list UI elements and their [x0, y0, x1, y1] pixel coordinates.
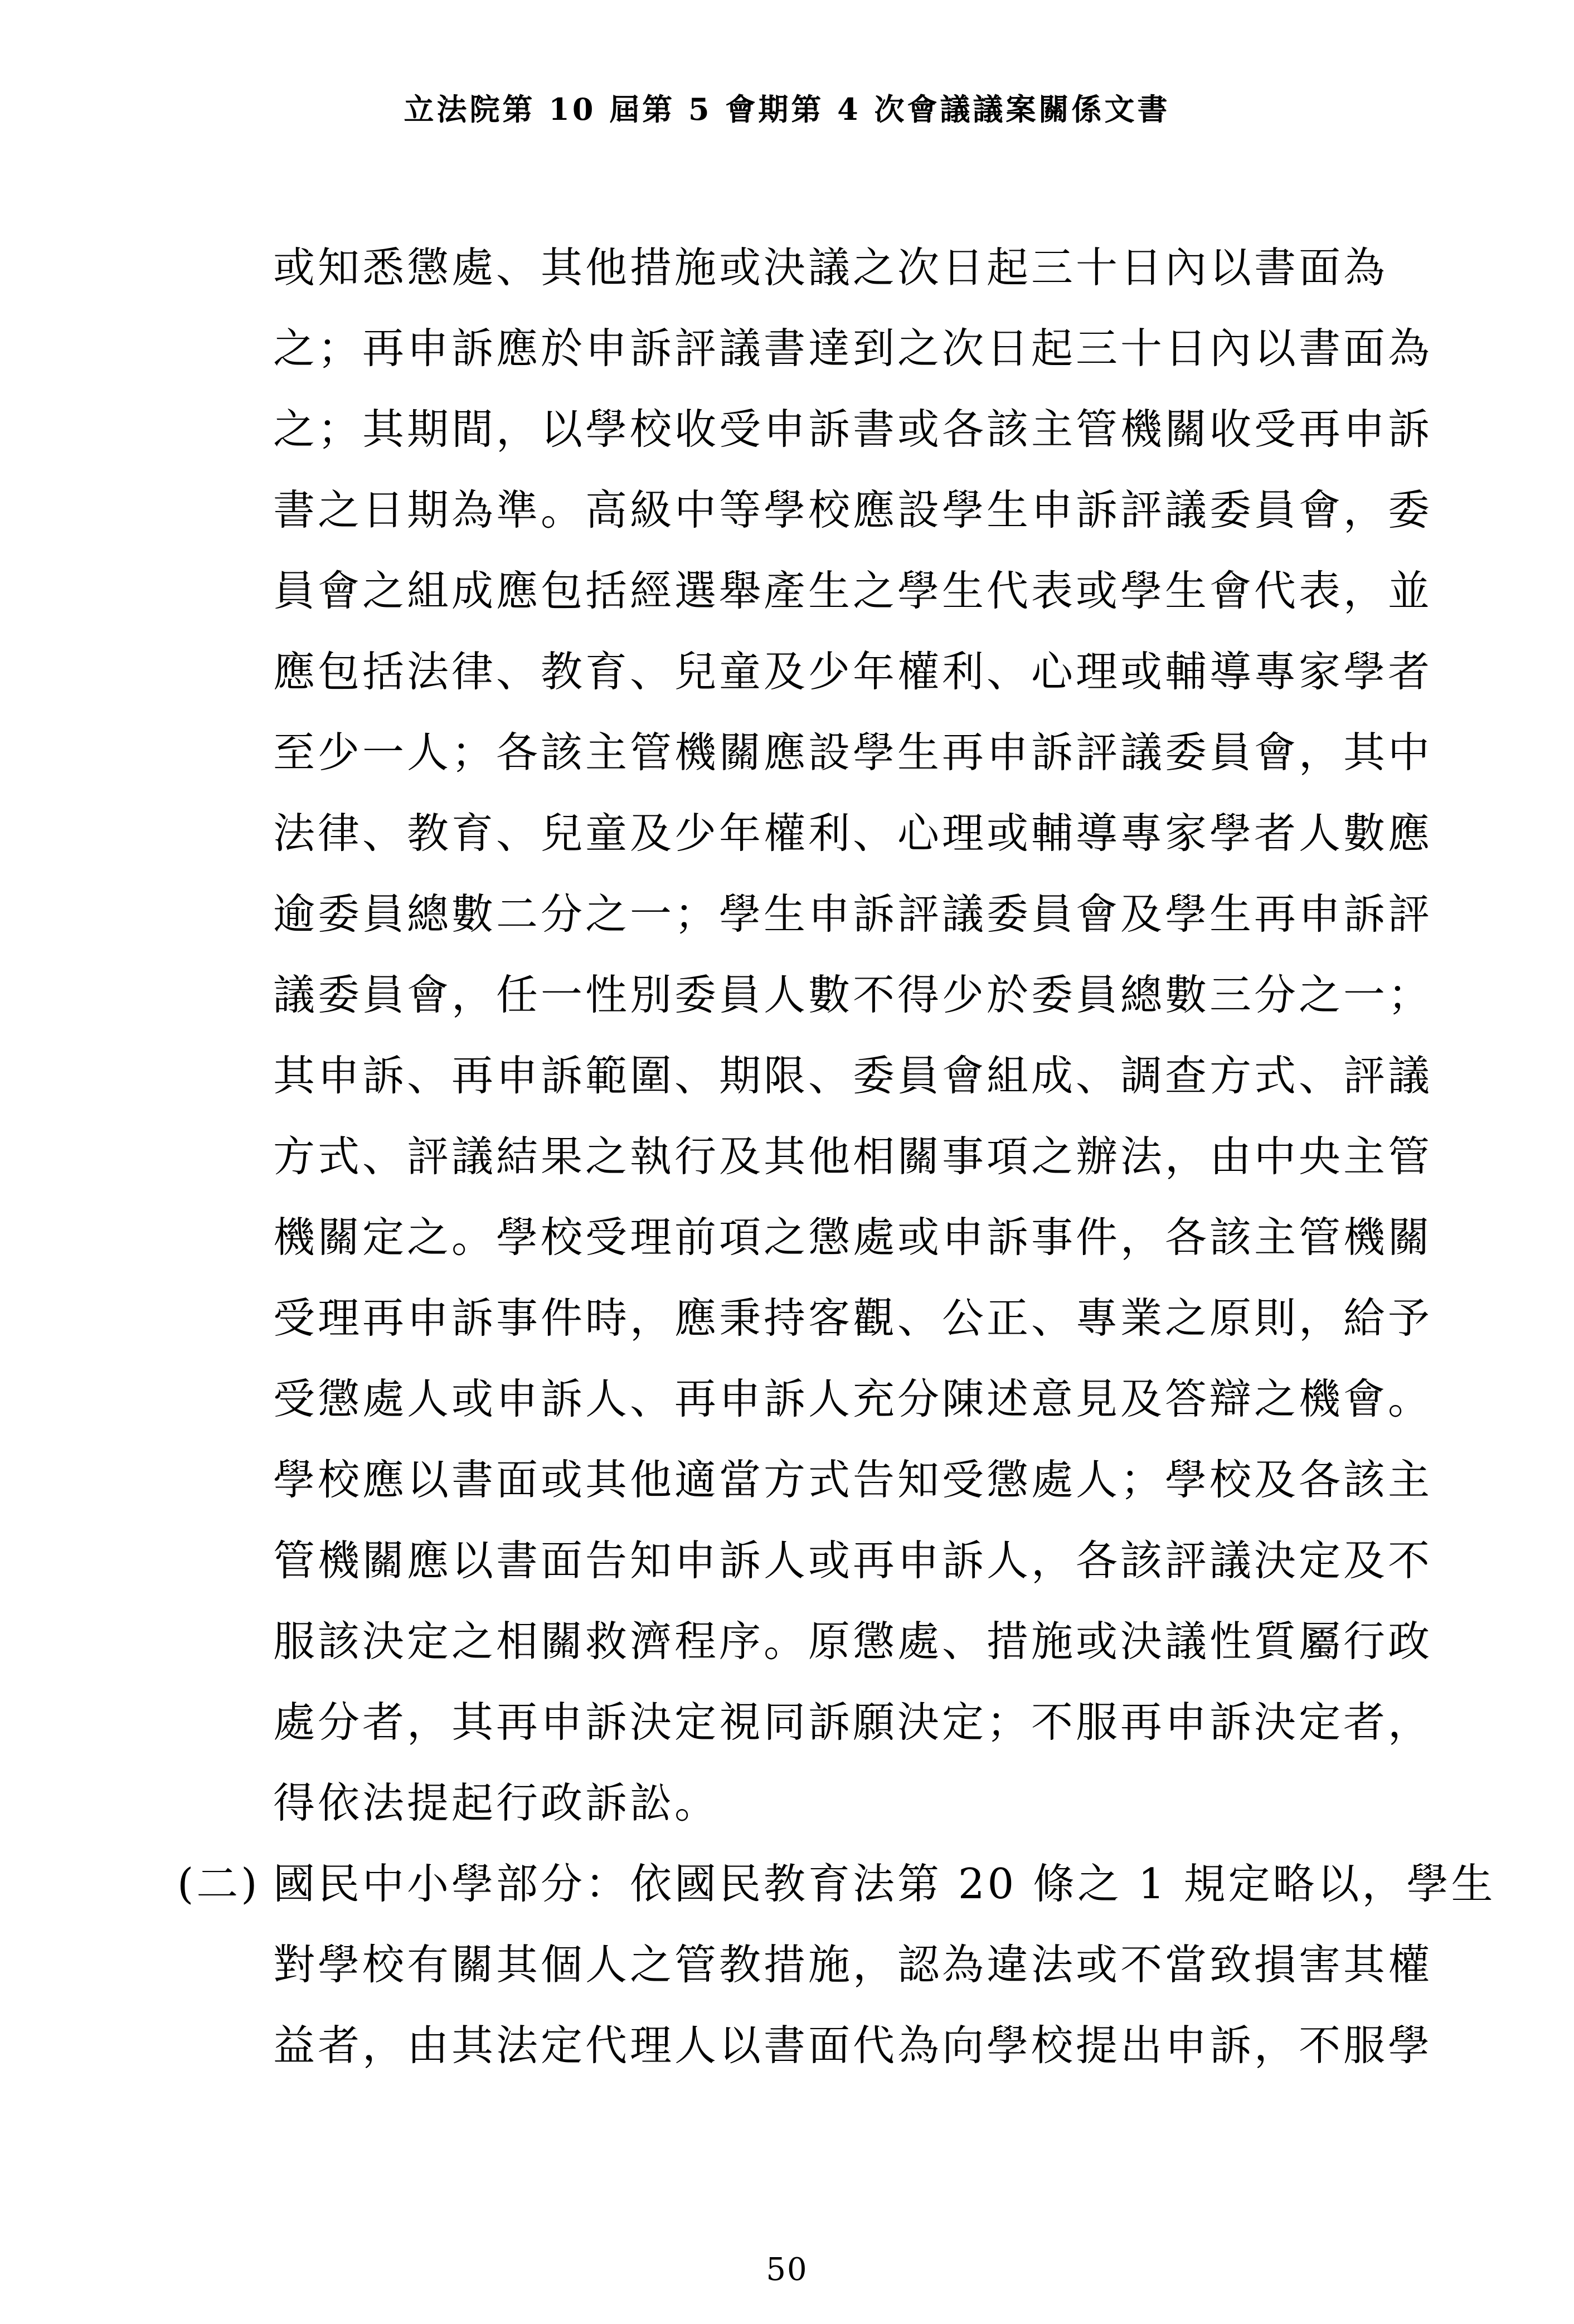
item-2-marker: (二): [177, 1859, 260, 1908]
body-line: 受理再申訴事件時，應秉持客觀、公正、專業之原則，給予: [273, 1294, 1433, 1343]
body-line: 受懲處人或申訴人、再申訴人充分陳述意見及答辯之機會。: [273, 1374, 1433, 1423]
body-line: 學校應以書面或其他適當方式告知受懲處人；學校及各該主: [273, 1455, 1433, 1504]
document-header-title: 立法院第 10 屆第 5 會期第 4 次會議議案關係文書: [404, 91, 1170, 127]
body-line: 益者，由其法定代理人以書面代為向學校提出申訴，不服學: [273, 2021, 1433, 2070]
body-line: 機關定之。學校受理前項之懲處或申訴事件，各該主管機關: [273, 1213, 1433, 1262]
body-line: 或知悉懲處、其他措施或決議之次日起三十日內以書面為: [273, 243, 1388, 292]
body-line: 議委員會，任一性別委員人數不得少於委員總數三分之一；: [273, 970, 1433, 1019]
body-line: 逾委員總數二分之一；學生申訴評議委員會及學生再申訴評: [273, 889, 1433, 939]
body-line: 員會之組成應包括經選舉產生之學生代表或學生會代表，並: [273, 566, 1433, 615]
body-line: 之；其期間，以學校收受申訴書或各該主管機關收受再申訴: [273, 405, 1433, 454]
body-line-item-2: [177, 1844, 1496, 1924]
item-2-text: 國民中小學部分：依國民教育法第 20 條之 1 規定略以，學生: [273, 1859, 1496, 1908]
body-line: 服該決定之相關救濟程序。原懲處、措施或決議性質屬行政: [273, 1617, 1433, 1666]
page-number: 50: [766, 2252, 808, 2288]
body-line: 至少一人；各該主管機關應設學生再申訴評議委員會，其中: [273, 728, 1433, 777]
body-line: 得依法提起行政訴訟。: [273, 1778, 720, 1827]
body-line: 書之日期為準。高級中等學校應設學生申訴評議委員會，委: [273, 485, 1433, 534]
body-line: 應包括法律、教育、兒童及少年權利、心理或輔導專家學者: [273, 647, 1433, 696]
body-line: 法律、教育、兒童及少年權利、心理或輔導專家學者人數應: [273, 809, 1433, 858]
body-line: 之；再申訴應於申訴評議書達到之次日起三十日內以書面為: [273, 324, 1433, 373]
body-line: 管機關應以書面告知申訴人或再申訴人，各該評議決定及不: [273, 1536, 1433, 1585]
document-body: [177, 227, 1496, 2086]
body-line: 對學校有關其個人之管教措施，認為違法或不當致損害其權: [273, 1940, 1433, 1989]
body-line: 處分者，其再申訴決定視同訴願決定；不服再申訴決定者，: [273, 1698, 1433, 1747]
body-line: 其申訴、再申訴範圍、期限、委員會組成、調查方式、評議: [273, 1051, 1433, 1100]
body-line: 方式、評議結果之執行及其他相關事項之辦法，由中央主管: [273, 1132, 1433, 1181]
